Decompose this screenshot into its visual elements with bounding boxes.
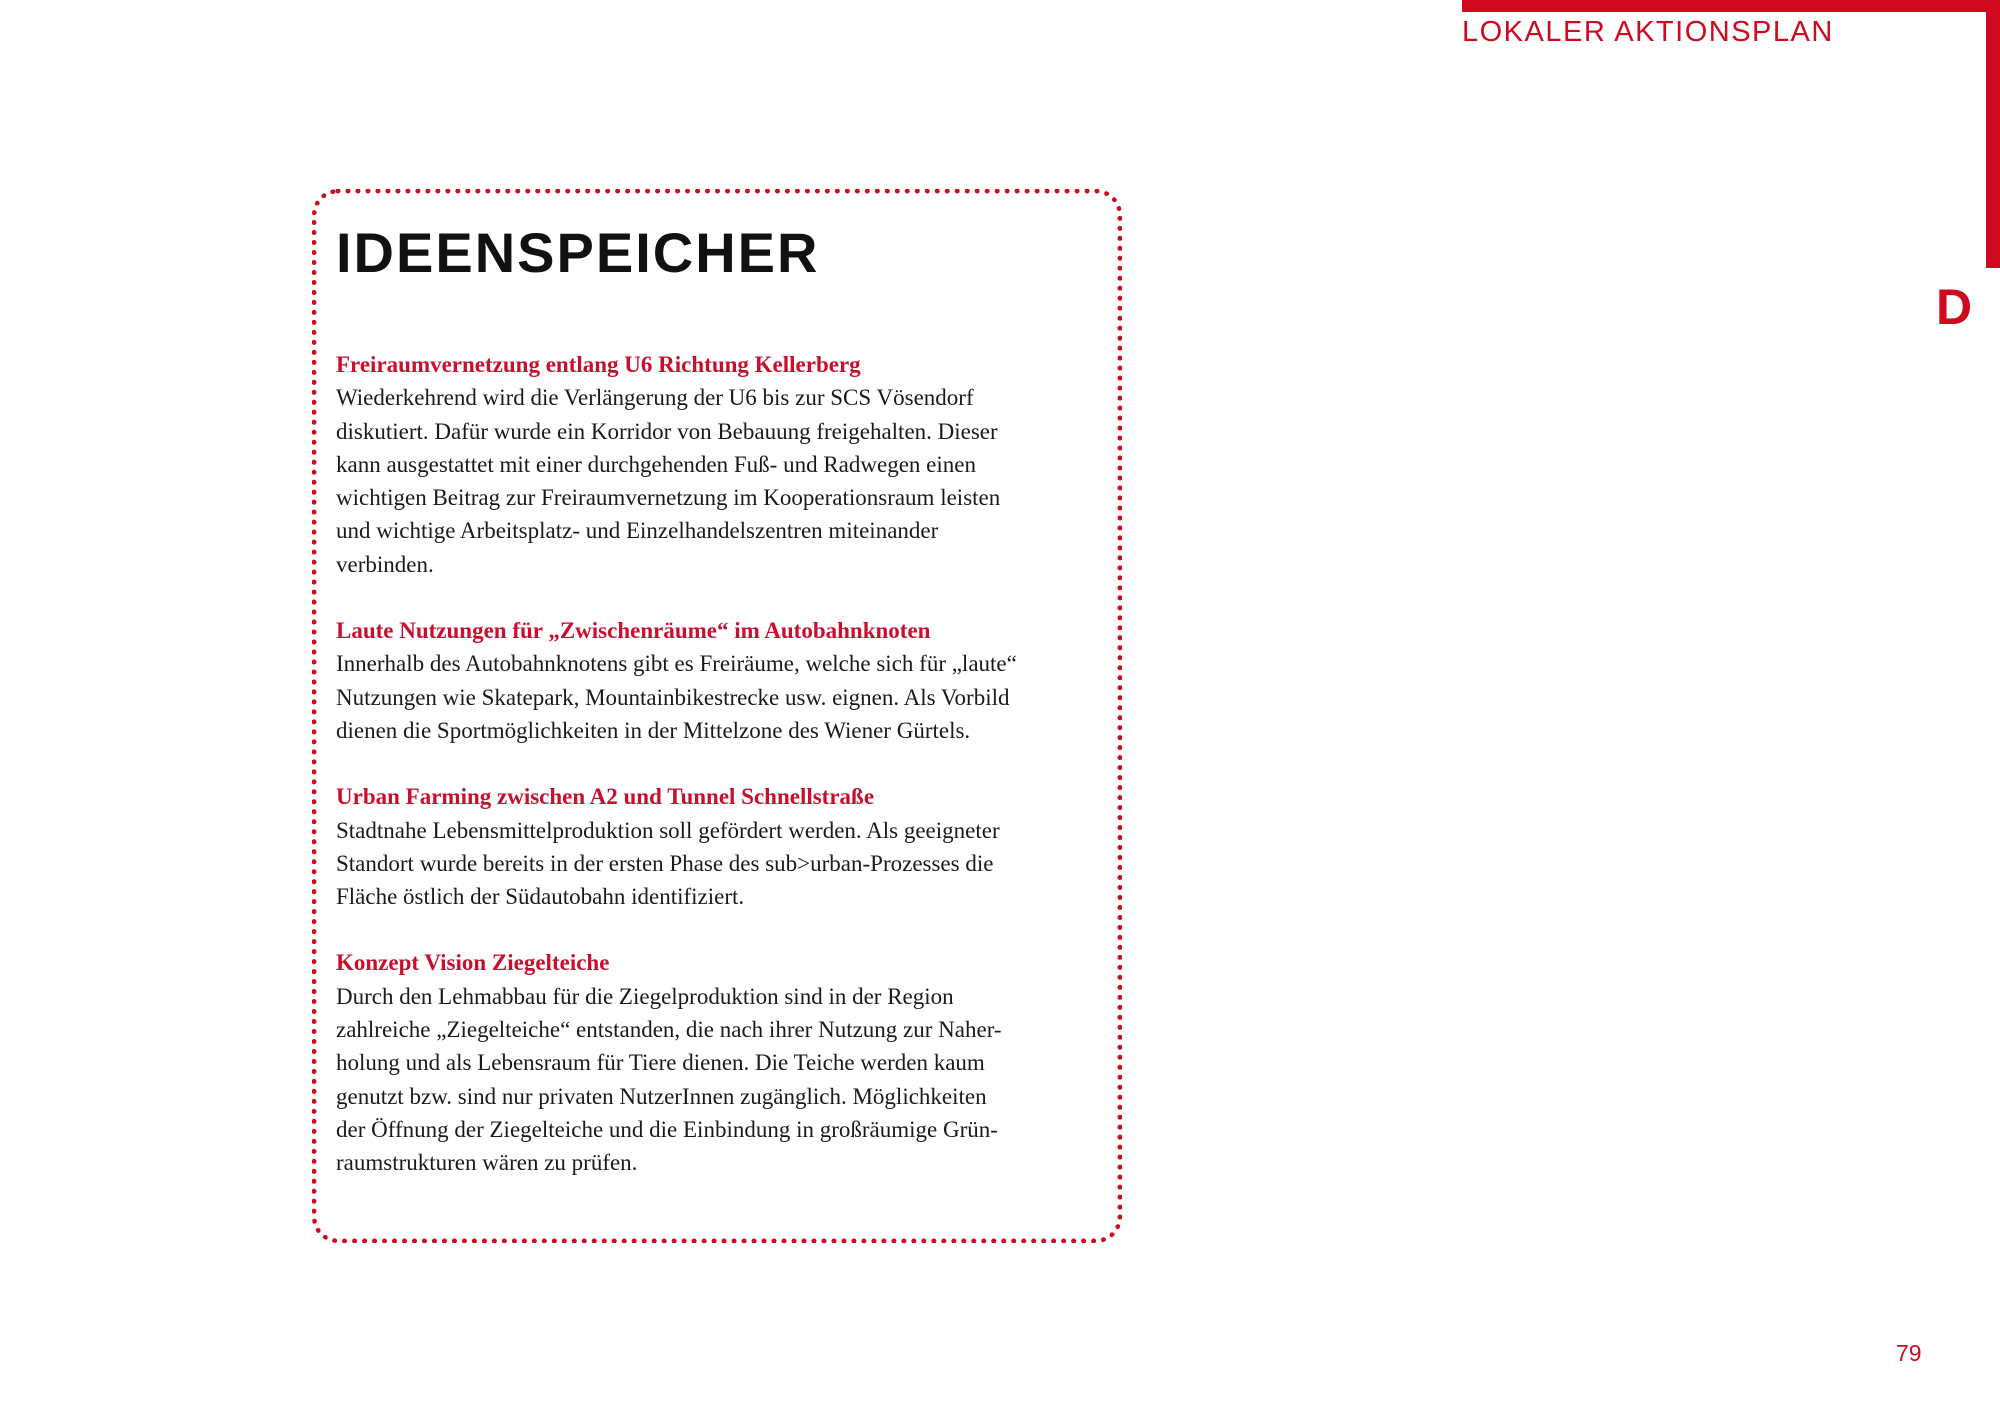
box-title: IDEENSPEICHER [336,221,820,284]
chapter-marker: D [1936,279,1973,335]
chapter-accent-bar [1986,0,2000,268]
idea-entry [336,348,1096,581]
idea-heading: Freiraumvernetzung entlang U6 Richtung Kellerberg [336,352,861,377]
page-number: 79 [1896,1340,1922,1366]
idea-description: Stadtnahe Lebensmittelproduktion soll gefördert werden. Als geeigneter Standort wurde bereits in der ersten Phase des sub>urban-Prozesses die Fläche östlich der Südautobahn identifiziert. [336,817,1000,910]
idea-entry [336,614,1096,747]
idea-description: Wiederkehrend wird die Verlängerung der U6 bis zur SCS Vösendorf diskutiert. Dafür wurde ein Korridor von Bebauung freigehalten. Dieser kann ausgestattet mit einer durchgehenden Fuß- und Radwegen einen wichtigen Beitrag zur Freiraumvernetzung im Kooperationsraum leisten und wichtige Arbeitsplatz- und Einzelhandelszentren miteinander verbinden. [336,385,1001,577]
idea-entry [336,780,1096,913]
idea-heading: Urban Farming zwischen A2 und Tunnel Schnellstraße [336,784,875,810]
idea-entry [336,946,1096,1179]
header-accent-bar [1462,0,2000,12]
idea-description: Durch den Lehmabbau für die Ziegelproduktion sind in der Region zahlreiche „Ziegelteiche“ entstanden, die nach ihrer Nutzung zur Naher- holung und als Lebensraum für Tiere dienen. Die Teiche werden kaum genutzt bzw. sind nur privaten NutzerInnen zugänglich. Möglichkeiten der Öffnung der Ziegelteiche und die Einbindung in großräumige Grün- raumstrukturen wären zu prüfen. [336,983,1002,1176]
idea-list [336,348,1096,1213]
idea-description: Innerhalb des Autobahnknotens gibt es Freiräume, welche sich für „laute“ Nutzungen wie Skatepark, Mountainbikestrecke usw. eignen. Als Vorbild dienen die Sportmöglichkeiten in der Mittelzone des Wiener Gürtels. [336,651,1017,743]
idea-heading: Konzept Vision Ziegelteiche [336,950,610,976]
section-title: LOKALER AKTIONSPLAN [1462,16,1834,48]
idea-heading: Laute Nutzungen für „Zwischenräume“ im Autobahnknoten [336,618,931,644]
